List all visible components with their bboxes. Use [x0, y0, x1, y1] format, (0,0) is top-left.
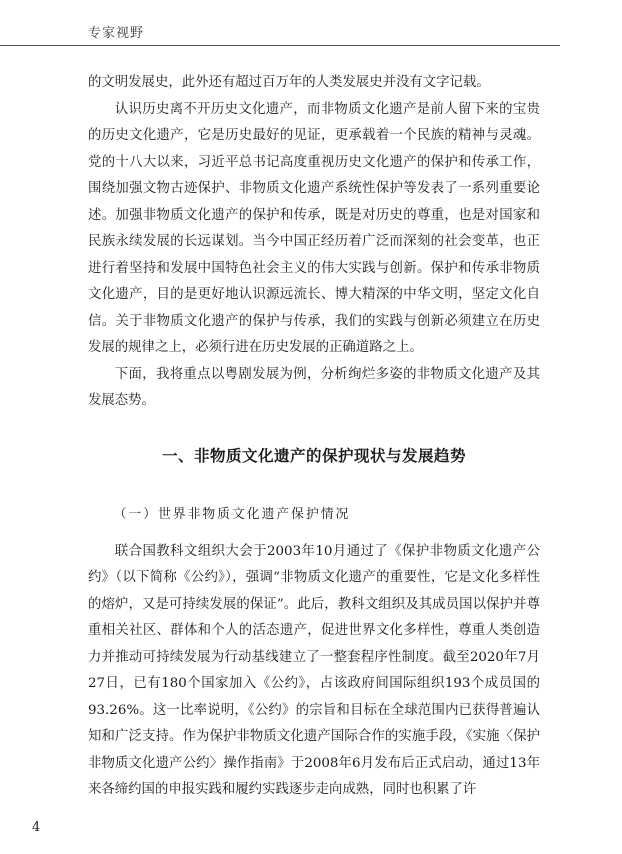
paragraph-continuation: 的文明发展史，此外还有超过百万年的人类发展史并没有文字记载。: [88, 75, 490, 90]
paragraph-cantonese-opera-intro: 下面，我将重点以粤剧发展为例，分析绚烂多姿的非物质文化遗产及其发展态势。: [88, 366, 540, 408]
running-header: [0, 0, 622, 48]
paragraph-history-heritage: 认识历史离不开历史文化遗产，而非物质文化遗产是前人留下来的宝贵的历史文化遗产，它是历史最好的见证，更承载着一个民族的精神与灵魂。党的十八大以来，习近平总书记高度重视历史文化遗产的保护和传承工作，围绕加强文物古迹保护、非物质文化遗产系统性保护等发表了一系列重要论述。加强非物质文化遗产的保护和传承，既是对历史的尊重，也是对国家和民族永续发展的长远谋划。当今中国正经历着广泛而深刻的社会变革，也正进行着坚持和发展中国特色社会主义的伟大实践与创新。保护和传承非物质文化遗产，目的是更好地认识源远流长、博大精深的中华文明，坚定文化自信。关于非物质文化遗产的保护与传承，我们的实践与创新必须建立在历史发展的规律之上，必须行进在历史发展的正确道路之上。: [88, 101, 540, 355]
paragraph-unesco-convention: 联合国教科文组织大会于2003年10月通过了《保护非物质文化遗产公约》（以下简称《公约》），强调“非物质文化遗产的重要性，它是文化多样性的熔炉，又是可持续发展的保证”。此后，教科文组织及其成员国以保护并尊重相关社区、群体和个人的活态遗产，促进世界文化多样性，尊重人类创造力并推动可持续发展为行动基线建立了一整套程序性制度。截至2020年7月27日，已有180个国家加入《公约》，占该政府间国际组织193个成员国的93.26%。这一比率说明，《公约》的宗旨和目标在全球范围内已获得普遍认知和广泛支持。作为保护非物质文化遗产国际合作的实施手段，《实施〈保护非物质文化遗产公约〉操作指南》于2008年6月发布后正式启动，通过13年来各缔约国的申报实践和履约实践逐步走向成熟，同时也积累了许: [88, 543, 540, 797]
article-body: [88, 70, 540, 804]
page-number: 4: [32, 820, 41, 835]
subsection-heading: （一）世界非物质文化遗产保护情况: [113, 506, 351, 522]
column-label: 专家视野: [88, 26, 145, 41]
section-heading: 一、非物质文化遗产的保护现状与发展趋势: [161, 446, 466, 465]
header-rule: [0, 45, 560, 46]
